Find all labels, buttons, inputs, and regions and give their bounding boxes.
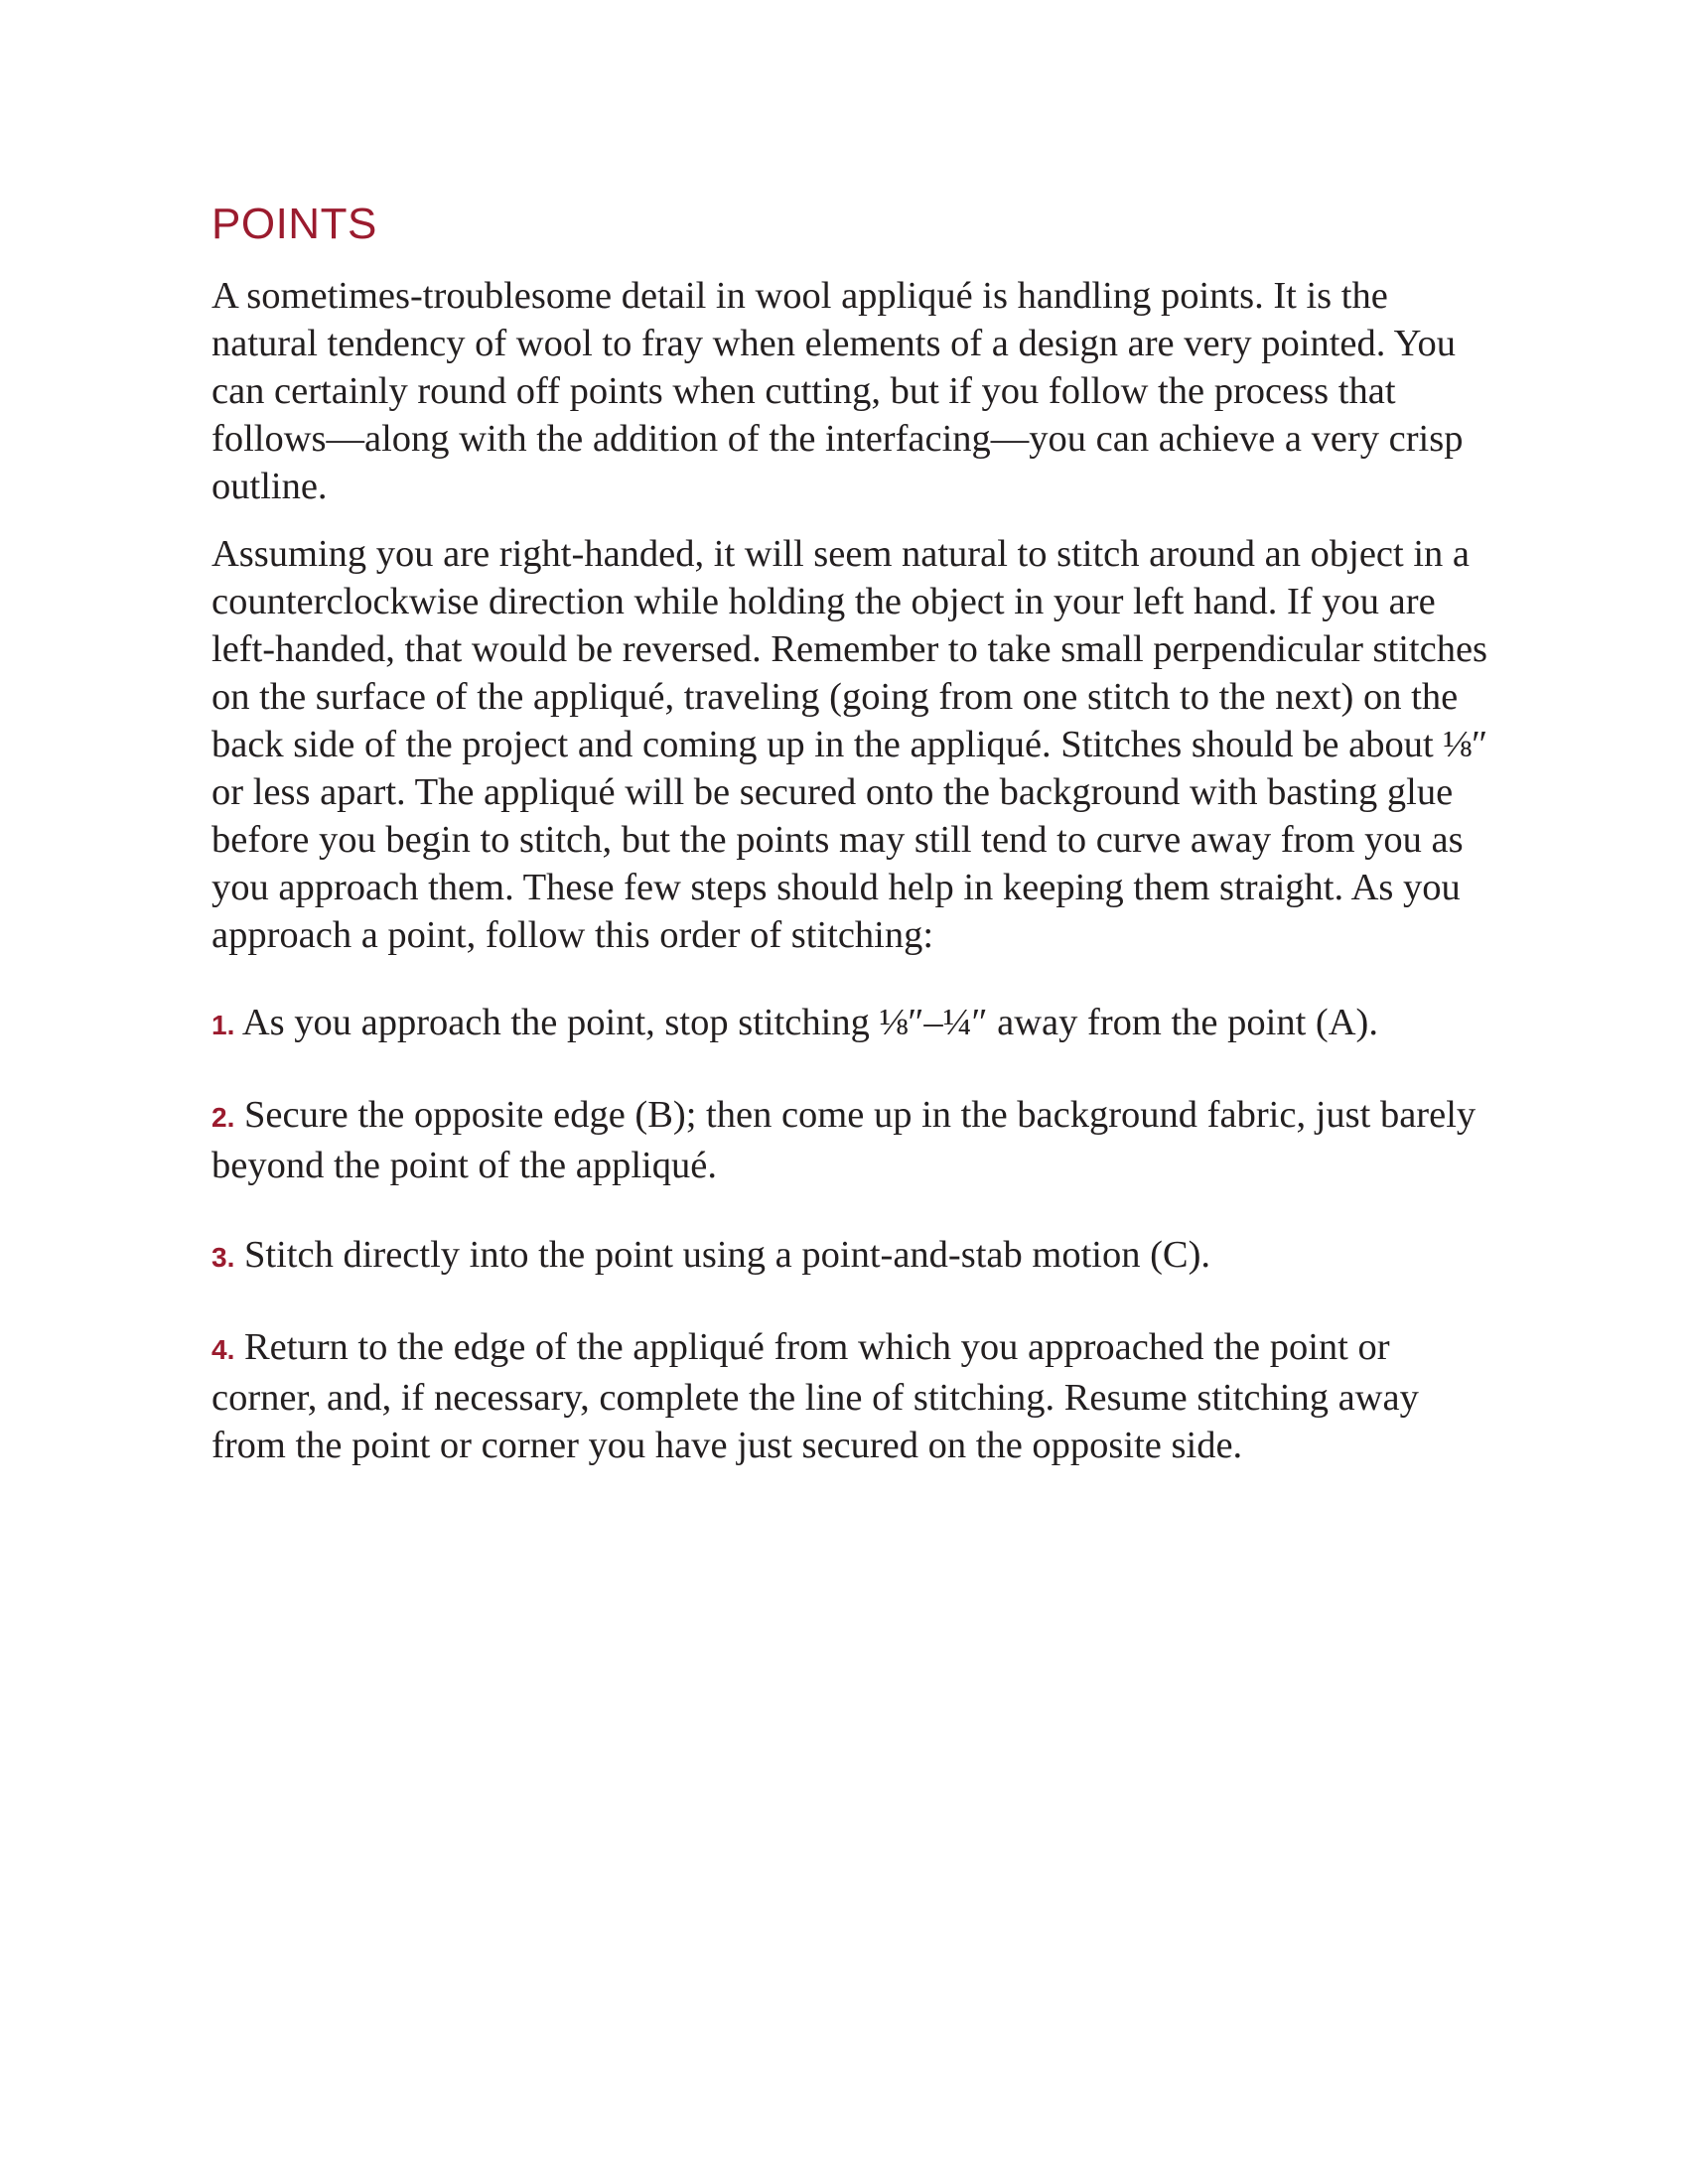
step-number: 4. (211, 1334, 235, 1365)
step-list (211, 999, 1492, 1469)
step-text: Return to the edge of the appliqué from which you approached the point or corner, and, if necessary, complete the line of stitching. Resume stitching away from the point or corner you have just secured on the opposite side. (211, 1326, 1419, 1466)
step-item-2 (211, 1091, 1492, 1189)
step-item-1 (211, 999, 1492, 1049)
document-page (211, 195, 1492, 1511)
step-number: 2. (211, 1102, 235, 1133)
section-heading: POINTS (211, 200, 377, 248)
step-item-4 (211, 1323, 1492, 1469)
step-number: 1. (211, 1010, 235, 1040)
step-text: As you approach the point, stop stitching ⅛″–¼″ away from the point (A). (234, 1002, 1378, 1043)
step-number: 3. (211, 1242, 235, 1273)
step-item-3 (211, 1231, 1492, 1282)
intro-paragraph: A sometimes-troublesome detail in wool appliqué is handling points. It is the natural tendency of wool to fray when elements of a design are very pointed. You can certainly round off points when cutting, but if you follow the process that follows—along with the addition of the interfacing—you can achieve a very crisp outline. (211, 275, 1464, 507)
body-paragraph: Assuming you are right-handed, it will seem natural to stitch around an object in a counterclockwise direction while holding the object in your left hand. If you are left-handed, that would be reversed. Remember to take small perpendicular stitches on the surface of the appliqué, traveling (going from one stitch to the next) on the back side of the project and coming up in the appliqué. Stitches should be about ⅛″ or less apart. The appliqué will be secured onto the background with basting glue before you begin to stitch, but the points may still tend to curve away from you as you approach them. These few steps should help in keeping them straight. As you approach a point, follow this order of stitching: (211, 533, 1488, 956)
step-text: Stitch directly into the point using a point-and-stab motion (C). (234, 1234, 1211, 1276)
step-text: Secure the opposite edge (B); then come up in the background fabric, just barely beyond the point of the appliqué. (211, 1094, 1477, 1186)
